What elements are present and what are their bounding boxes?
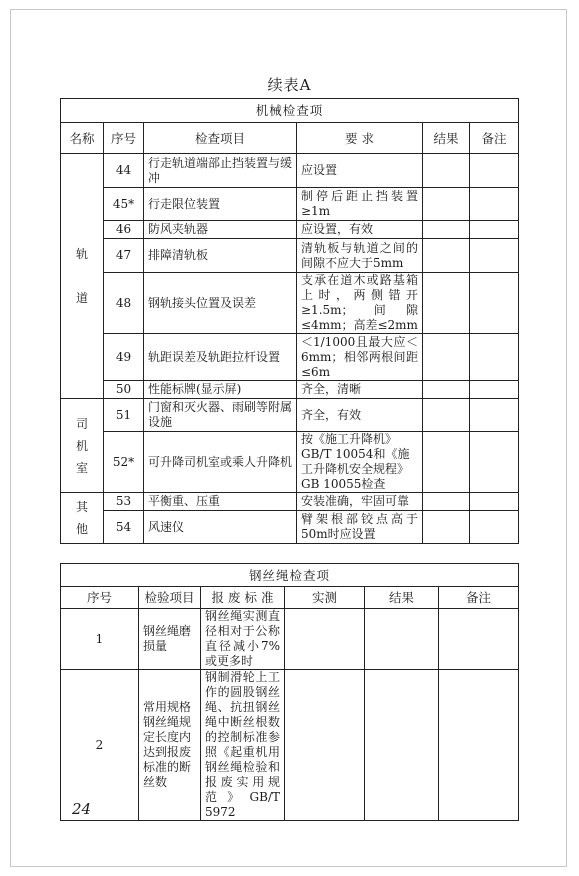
mech-header-name: 名称 bbox=[61, 123, 104, 154]
rope-row-result bbox=[365, 609, 439, 670]
rope-row-no: 1 bbox=[61, 609, 139, 670]
rope-row-no: 2 bbox=[61, 670, 139, 821]
rope-header-remark: 备注 bbox=[439, 587, 519, 609]
mech-header-req: 要 求 bbox=[297, 123, 423, 154]
row-result bbox=[423, 239, 470, 273]
row-req: 安装准确，牢固可靠 bbox=[297, 493, 423, 511]
rope-section-title: 钢丝绳检查项 bbox=[61, 564, 519, 587]
mech-header-no: 序号 bbox=[104, 123, 144, 154]
mech-header-remark: 备注 bbox=[470, 123, 519, 154]
rope-header-result: 结果 bbox=[365, 587, 439, 609]
rope-row-standard: 钢制滑轮上工作的圆股钢丝绳、抗扭钢丝绳中断丝根数的控制标准参照《起重机用钢丝绳检验和报废实用规范》GB/T 5972 bbox=[201, 670, 285, 821]
row-no: 44 bbox=[104, 154, 144, 188]
group-track: 轨 道 bbox=[61, 154, 104, 399]
rope-row-result bbox=[365, 670, 439, 821]
row-remark bbox=[470, 154, 519, 188]
rope-row-remark bbox=[439, 670, 519, 821]
row-req: 应设置，有效 bbox=[297, 221, 423, 239]
mech-header-result: 结果 bbox=[423, 123, 470, 154]
rope-row-remark bbox=[439, 609, 519, 670]
row-result bbox=[423, 188, 470, 221]
row-no: 51 bbox=[104, 399, 144, 432]
row-remark bbox=[470, 511, 519, 544]
row-req: 按《施工升降机》GB/T 10054和《施工升降机安全规程》GB 10055检查 bbox=[297, 432, 423, 493]
rope-row-measured bbox=[285, 609, 365, 670]
row-item: 平衡重、压重 bbox=[144, 493, 297, 511]
rope-row-item: 钢丝绳磨损量 bbox=[139, 609, 201, 670]
rope-header-measured: 实测 bbox=[285, 587, 365, 609]
row-remark bbox=[470, 432, 519, 493]
rope-header-standard: 报 废 标 准 bbox=[201, 587, 285, 609]
row-remark bbox=[470, 334, 519, 381]
row-no: 50 bbox=[104, 381, 144, 399]
row-remark bbox=[470, 493, 519, 511]
row-req: ＜1/1000且最大应＜6mm；相邻两根间距≤6m bbox=[297, 334, 423, 381]
row-no: 53 bbox=[104, 493, 144, 511]
wire-rope-inspection-table bbox=[60, 563, 519, 821]
row-no: 48 bbox=[104, 273, 144, 334]
row-req: 齐全，清晰 bbox=[297, 381, 423, 399]
row-remark bbox=[470, 399, 519, 432]
mechanical-inspection-table bbox=[60, 98, 519, 544]
row-result bbox=[423, 273, 470, 334]
row-no: 46 bbox=[104, 221, 144, 239]
row-item: 风速仪 bbox=[144, 511, 297, 544]
row-no: 45* bbox=[104, 188, 144, 221]
row-item: 轨距误差及轨距拉杆设置 bbox=[144, 334, 297, 381]
row-req: 支承在道木或路基箱上时，两侧错开≥1.5m；间隙≤4mm；高差≤2mm bbox=[297, 273, 423, 334]
row-result bbox=[423, 399, 470, 432]
row-no: 47 bbox=[104, 239, 144, 273]
row-result bbox=[423, 154, 470, 188]
mech-header-item: 检查项目 bbox=[144, 123, 297, 154]
row-result bbox=[423, 432, 470, 493]
row-item: 钢轨接头位置及误差 bbox=[144, 273, 297, 334]
row-item: 性能标牌(显示屏) bbox=[144, 381, 297, 399]
row-item: 排障清轨板 bbox=[144, 239, 297, 273]
row-result bbox=[423, 511, 470, 544]
rope-header-item: 检验项目 bbox=[139, 587, 201, 609]
rope-row-measured bbox=[285, 670, 365, 821]
rope-row-standard: 钢丝绳实测直径相对于公称直径减小7%或更多时 bbox=[201, 609, 285, 670]
row-req: 制停后距止挡装置≥1m bbox=[297, 188, 423, 221]
row-req: 应设置 bbox=[297, 154, 423, 188]
row-req: 臂架根部铰点高于50m时应设置 bbox=[297, 511, 423, 544]
row-item: 可升降司机室或乘人升降机 bbox=[144, 432, 297, 493]
row-req: 齐全，有效 bbox=[297, 399, 423, 432]
rope-row-item: 常用规格钢丝绳规定长度内达到报废标准的断丝数 bbox=[139, 670, 201, 821]
row-req: 清轨板与轨道之间的间隙不应大于5mm bbox=[297, 239, 423, 273]
row-remark bbox=[470, 239, 519, 273]
row-remark bbox=[470, 273, 519, 334]
row-remark bbox=[470, 381, 519, 399]
page-number: 24 bbox=[72, 800, 92, 818]
row-remark bbox=[470, 188, 519, 221]
row-item: 防风夹轨器 bbox=[144, 221, 297, 239]
table-title: 续表A bbox=[267, 76, 312, 94]
row-result bbox=[423, 221, 470, 239]
row-result bbox=[423, 493, 470, 511]
row-item: 行走限位装置 bbox=[144, 188, 297, 221]
rope-header-no: 序号 bbox=[61, 587, 139, 609]
row-no: 52* bbox=[104, 432, 144, 493]
row-remark bbox=[470, 221, 519, 239]
row-item: 行走轨道端部止挡装置与缓冲 bbox=[144, 154, 297, 188]
group-other: 其 他 bbox=[61, 493, 104, 544]
row-no: 54 bbox=[104, 511, 144, 544]
row-item: 门窗和灭火器、雨刷等附属设施 bbox=[144, 399, 297, 432]
mech-section-title: 机械检查项 bbox=[61, 99, 519, 123]
row-result bbox=[423, 334, 470, 381]
row-result bbox=[423, 381, 470, 399]
group-cab: 司 机 室 bbox=[61, 399, 104, 493]
row-no: 49 bbox=[104, 334, 144, 381]
